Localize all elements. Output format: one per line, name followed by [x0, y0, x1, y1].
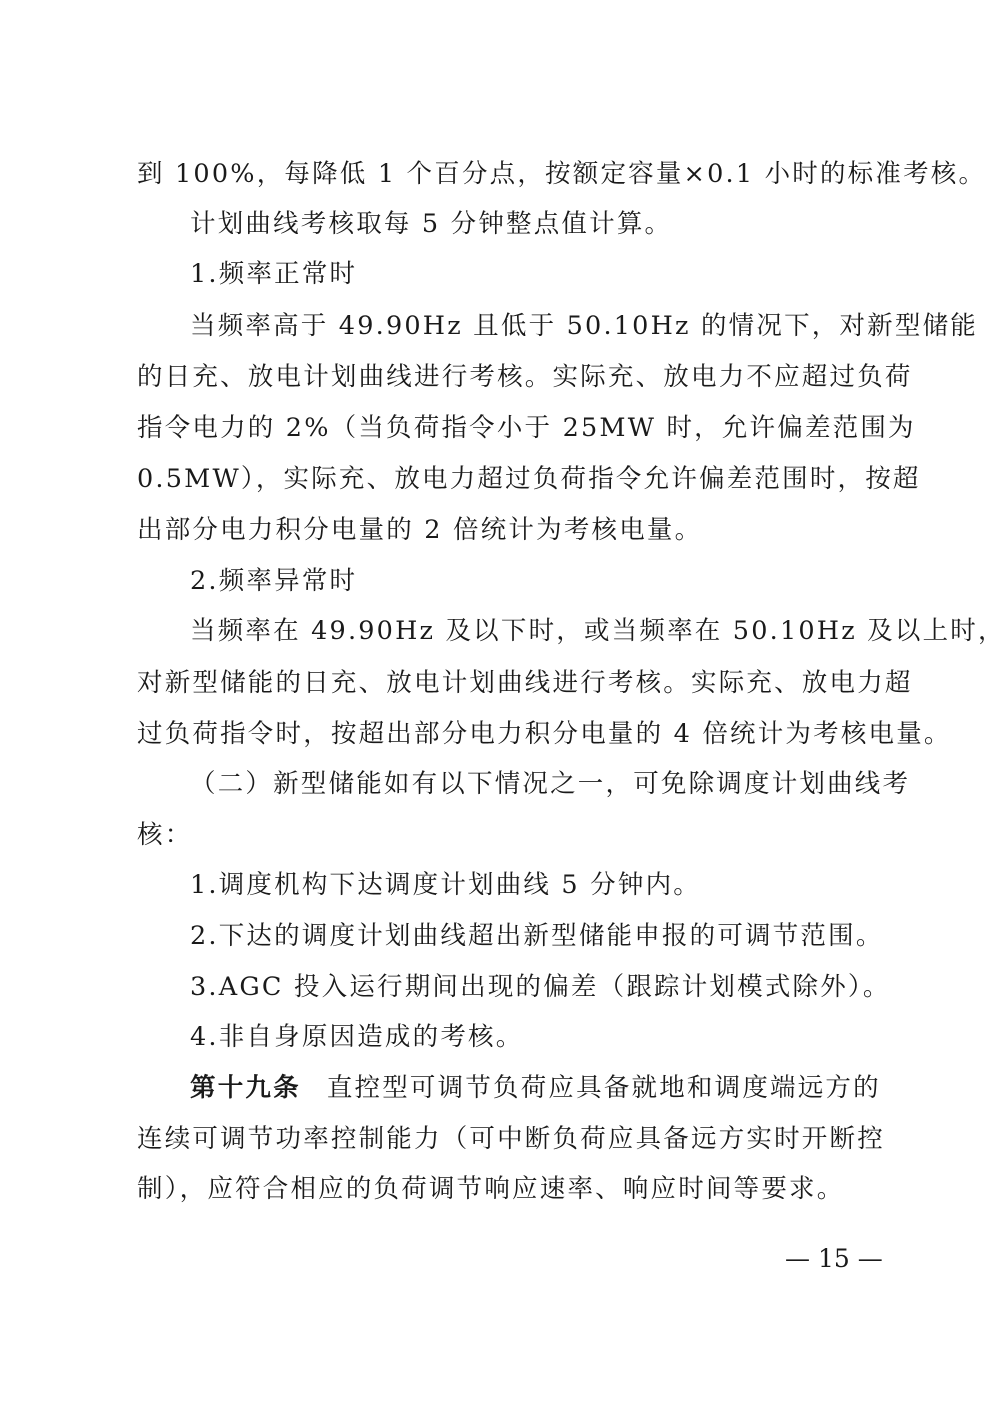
list-item: 1.调度机构下达调度计划曲线 5 分钟内。	[190, 870, 701, 900]
paragraph-line: 过负荷指令时，按超出部分电力积分电量的 4 倍统计为考核电量。	[137, 719, 952, 749]
paragraph-line: 出部分电力积分电量的 2 倍统计为考核电量。	[137, 515, 703, 545]
article-text: 直控型可调节负荷应具备就地和调度端远方的	[326, 1073, 881, 1103]
article-line	[190, 1069, 882, 1107]
paragraph-line: 连续可调节功率控制能力（可中断负荷应具备远方实时开断控	[137, 1124, 885, 1154]
list-item: 3.AGC 投入运行期间出现的偏差（跟踪计划模式除外）。	[190, 972, 891, 1002]
paragraph-line: （二）新型储能如有以下情况之一，可免除调度计划曲线考	[190, 769, 911, 799]
paragraph-line: 指令电力的 2%（当负荷指令小于 25MW 时，允许偏差范围为	[137, 413, 916, 443]
list-item: 4.非自身原因造成的考核。	[190, 1022, 524, 1052]
page-number: — 15 —	[785, 1244, 883, 1273]
paragraph-line: 0.5MW），实际充、放电力超过负荷指令允许偏差范围时，按超	[137, 464, 921, 494]
article-heading: 第十九条	[190, 1073, 301, 1103]
list-item: 2.下达的调度计划曲线超出新型储能申报的可调节范围。	[190, 921, 884, 951]
paragraph-line: 核：	[137, 820, 193, 850]
paragraph-line: 当频率在 49.90Hz 及以下时，或当频率在 50.10Hz 及以上时，	[190, 616, 1006, 646]
paragraph-line: 对新型储能的日充、放电计划曲线进行考核。实际充、放电力超	[137, 668, 913, 698]
paragraph-line: 当频率高于 49.90Hz 且低于 50.10Hz 的情况下，对新型储能	[190, 311, 978, 341]
section-heading: 2.频率异常时	[190, 566, 358, 596]
section-heading: 1.频率正常时	[190, 259, 358, 289]
paragraph-line: 到 100%，每降低 1 个百分点，按额定容量×0.1 小时的标准考核。	[137, 159, 987, 189]
paragraph-line: 计划曲线考核取每 5 分钟整点值计算。	[190, 209, 673, 239]
paragraph-line: 制），应符合相应的负荷调节响应速率、响应时间等要求。	[137, 1174, 845, 1204]
paragraph-line: 的日充、放电计划曲线进行考核。实际充、放电力不应超过负荷	[137, 362, 913, 392]
